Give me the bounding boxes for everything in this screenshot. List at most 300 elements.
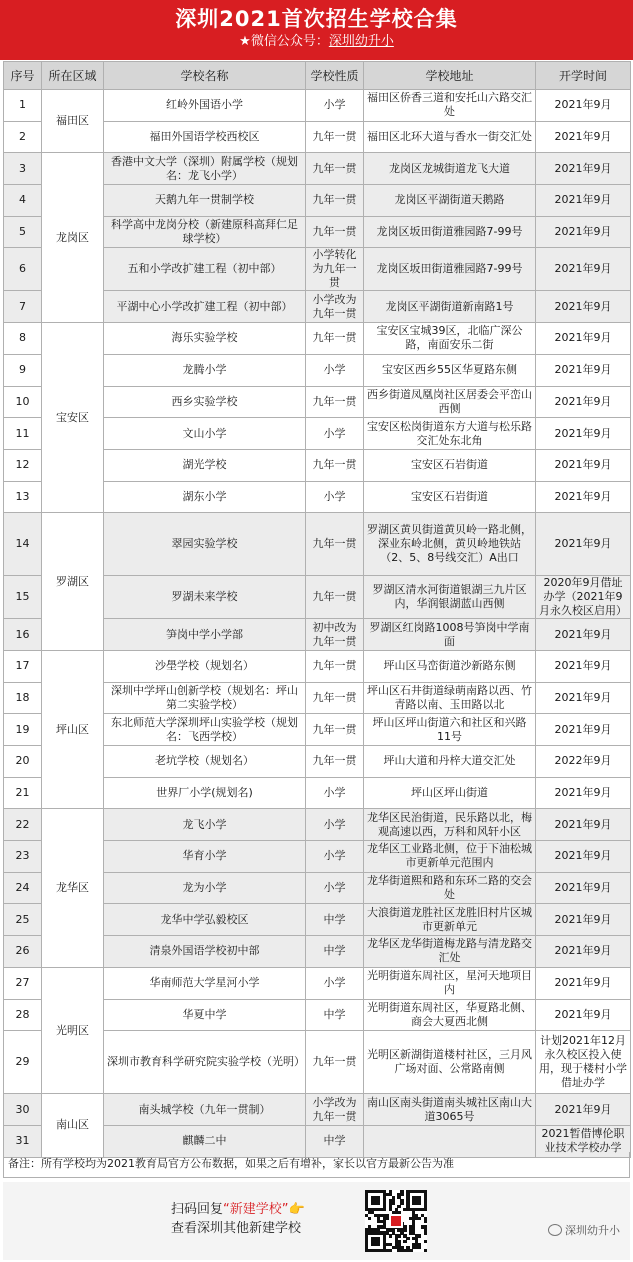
qr-module — [415, 1246, 418, 1249]
qr-module — [374, 1249, 377, 1252]
qr-module — [395, 1208, 398, 1211]
school-address: 罗湖区黄贝街道黄贝岭一路北侧，深业东岭北侧，黄贝岭地铁站（2、5、8号线交汇）A出口 — [364, 513, 536, 576]
qr-module — [371, 1202, 374, 1205]
qr-module — [365, 1234, 368, 1237]
school-type: 九年一贯 — [306, 682, 364, 714]
qr-module — [412, 1237, 415, 1240]
row-number: 18 — [4, 682, 42, 714]
qr-module — [412, 1228, 415, 1231]
qr-module — [365, 1237, 368, 1240]
school-address: 福田区侨香三道和安托山六路交汇处 — [364, 90, 536, 122]
qr-module — [397, 1196, 400, 1199]
qr-module — [424, 1196, 427, 1199]
qr-module — [406, 1246, 409, 1249]
school-address: 宝安区石岩街道 — [364, 481, 536, 513]
school-address: 光明街道东周社区，星河天地项目内 — [364, 967, 536, 999]
brand-watermark — [548, 1222, 620, 1238]
school-address: 龙华区工业路北侧，位于下油松城市更新单元范围内 — [364, 841, 536, 873]
col-header-address: 学校地址 — [364, 62, 536, 90]
qr-module — [409, 1249, 412, 1252]
qr-module — [371, 1249, 374, 1252]
qr-module — [403, 1249, 406, 1252]
qr-module — [412, 1202, 415, 1205]
school-address: 坪山区马峦街道沙新路东侧 — [364, 650, 536, 682]
school-type: 小学 — [306, 481, 364, 513]
row-number: 9 — [4, 354, 42, 386]
opening-time: 2020年9月借址办学（2021年9月永久校区启用） — [536, 576, 631, 619]
qr-module — [424, 1190, 427, 1193]
subtitle-prefix: 微信公众号： — [250, 34, 329, 49]
brand-name: 深圳幼升小 — [565, 1224, 620, 1237]
qr-module — [389, 1199, 392, 1202]
qr-module — [374, 1228, 377, 1231]
school-name: 麒麟二中 — [104, 1125, 306, 1157]
school-name: 南头城学校（九年一贯制） — [104, 1094, 306, 1126]
qr-module — [377, 1199, 380, 1202]
reply-keyword: “新建学校” — [223, 1202, 289, 1217]
school-type: 小学 — [306, 418, 364, 450]
qr-module — [365, 1249, 368, 1252]
school-name: 深圳中学坪山创新学校（规划名：坪山第二实验学校） — [104, 682, 306, 714]
qr-module — [383, 1222, 386, 1225]
qr-module — [389, 1205, 392, 1208]
qr-module — [368, 1217, 371, 1220]
school-type: 小学 — [306, 354, 364, 386]
qr-module — [397, 1249, 400, 1252]
school-type: 九年一贯 — [306, 746, 364, 778]
qr-module — [415, 1217, 418, 1220]
qr-module — [403, 1234, 406, 1237]
school-address: 宝安区松岗街道东方大道与松乐路交汇处东北角 — [364, 418, 536, 450]
opening-time: 2021年9月 — [536, 291, 631, 323]
qr-module — [418, 1199, 421, 1202]
qr-module — [400, 1231, 403, 1234]
qr-module — [368, 1211, 371, 1214]
school-type: 小学 — [306, 967, 364, 999]
school-address: 福田区北环大道与香水一街交汇处 — [364, 121, 536, 153]
qr-module — [412, 1243, 415, 1246]
qr-module — [371, 1237, 374, 1240]
school-address: 光明区新湖街道楼村社区，三月风广场对面、公常路南侧 — [364, 1031, 536, 1094]
school-type: 中学 — [306, 1125, 364, 1157]
reply-instruction — [171, 1200, 305, 1238]
qr-module — [409, 1228, 412, 1231]
qr-module — [395, 1240, 398, 1243]
qr-module — [424, 1240, 427, 1243]
qr-module — [368, 1231, 371, 1234]
school-name: 华夏中学 — [104, 999, 306, 1031]
school-type: 小学改为九年一贯 — [306, 1094, 364, 1126]
school-name: 清泉外国语学校初中部 — [104, 936, 306, 968]
region-cell: 罗湖区 — [42, 513, 104, 651]
qr-module — [409, 1225, 412, 1228]
school-address: 罗湖区清水河街道银湖三九片区内，华润银湖蓝山西侧 — [364, 576, 536, 619]
qr-module — [383, 1237, 386, 1240]
row-number: 21 — [4, 777, 42, 809]
qr-module — [386, 1193, 389, 1196]
row-number: 28 — [4, 999, 42, 1031]
school-type: 小学转化为九年一贯 — [306, 248, 364, 291]
table-row — [4, 323, 631, 355]
qr-module — [380, 1190, 383, 1193]
qr-module — [406, 1249, 409, 1252]
col-header-type: 学校性质 — [306, 62, 364, 90]
qr-module — [406, 1196, 409, 1199]
opening-time: 2021年9月 — [536, 936, 631, 968]
qr-module — [415, 1237, 418, 1240]
qr-module — [383, 1196, 386, 1199]
qr-module — [403, 1208, 406, 1211]
school-address: 龙岗区坂田街道雅园路7-99号 — [364, 216, 536, 248]
table-row — [4, 809, 631, 841]
qr-module — [406, 1190, 409, 1193]
qr-module — [371, 1211, 374, 1214]
qr-code[interactable] — [365, 1190, 427, 1252]
school-type: 九年一贯 — [306, 323, 364, 355]
qr-module — [377, 1220, 380, 1223]
qr-module — [365, 1202, 368, 1205]
school-name: 笋岗中学小学部 — [104, 619, 306, 651]
qr-module — [386, 1231, 389, 1234]
school-address: 宝安区宝城39区，北临广深公路，南面安乐二街 — [364, 323, 536, 355]
school-type: 小学改为九年一贯 — [306, 291, 364, 323]
row-number: 16 — [4, 619, 42, 651]
qr-module — [400, 1193, 403, 1196]
row-number: 11 — [4, 418, 42, 450]
qr-module — [418, 1217, 421, 1220]
qr-module — [403, 1240, 406, 1243]
qr-module — [412, 1199, 415, 1202]
row-number: 17 — [4, 650, 42, 682]
qr-module — [377, 1214, 380, 1217]
qr-module — [377, 1217, 380, 1220]
page-title: 深圳2021首次招生学校合集 — [175, 7, 458, 31]
qr-module — [383, 1246, 386, 1249]
qr-module — [383, 1220, 386, 1223]
qr-module — [368, 1228, 371, 1231]
qr-module — [389, 1202, 392, 1205]
school-name: 龙飞小学 — [104, 809, 306, 841]
qr-module — [412, 1214, 415, 1217]
qr-module — [424, 1249, 427, 1252]
col-header-region: 所在区域 — [42, 62, 104, 90]
region-cell: 龙华区 — [42, 809, 104, 967]
qr-module — [374, 1190, 377, 1193]
qr-module — [377, 1202, 380, 1205]
qr-module — [403, 1225, 406, 1228]
qr-module — [415, 1243, 418, 1246]
school-type: 初中改为九年一贯 — [306, 619, 364, 651]
school-address: 坪山大道和丹梓大道交汇处 — [364, 746, 536, 778]
school-address: 龙华区民治街道，民乐路以北，梅观高速以西，万科和风轩小区 — [364, 809, 536, 841]
school-address: 龙华区龙华街道梅龙路与清龙路交汇处 — [364, 936, 536, 968]
qr-module — [400, 1190, 403, 1193]
school-name: 沙壆学校（规划名） — [104, 650, 306, 682]
qr-module — [383, 1231, 386, 1234]
qr-module — [389, 1193, 392, 1196]
qr-module — [371, 1231, 374, 1234]
qr-module — [371, 1228, 374, 1231]
qr-module — [406, 1193, 409, 1196]
qr-module — [386, 1228, 389, 1231]
school-name: 平湖中心小学改扩建工程（初中部） — [104, 291, 306, 323]
qr-module — [368, 1249, 371, 1252]
opening-time: 2021年9月 — [536, 999, 631, 1031]
opening-time: 2021年9月 — [536, 153, 631, 185]
qr-module — [400, 1246, 403, 1249]
school-address: 龙华街道熙和路和东环二路的交会处 — [364, 872, 536, 904]
qr-module — [383, 1205, 386, 1208]
col-header-open: 开学时间 — [536, 62, 631, 90]
qr-module — [424, 1220, 427, 1223]
qr-module — [412, 1196, 415, 1199]
qr-module — [371, 1243, 374, 1246]
qr-module — [380, 1225, 383, 1228]
qr-module — [418, 1202, 421, 1205]
qr-logo-icon — [389, 1214, 403, 1228]
table-header-row — [4, 62, 631, 90]
table-row — [4, 967, 631, 999]
qr-module — [374, 1208, 377, 1211]
reply-line-2: 查看深圳其他新建学校 — [171, 1221, 302, 1236]
qr-module — [386, 1243, 389, 1246]
qr-module — [389, 1228, 392, 1231]
qr-module — [397, 1246, 400, 1249]
school-name: 罗湖未来学校 — [104, 576, 306, 619]
qr-module — [418, 1246, 421, 1249]
school-type: 中学 — [306, 904, 364, 936]
school-address: 龙岗区平湖街道新南路1号 — [364, 291, 536, 323]
qr-module — [397, 1240, 400, 1243]
row-number: 1 — [4, 90, 42, 122]
school-type: 小学 — [306, 841, 364, 873]
qr-module — [418, 1243, 421, 1246]
row-number: 15 — [4, 576, 42, 619]
qr-module — [374, 1202, 377, 1205]
school-name: 文山小学 — [104, 418, 306, 450]
wechat-icon — [548, 1224, 562, 1236]
region-cell: 坪山区 — [42, 650, 104, 808]
school-type: 九年一贯 — [306, 650, 364, 682]
qr-module — [371, 1199, 374, 1202]
school-name: 海乐实验学校 — [104, 323, 306, 355]
qr-module — [412, 1246, 415, 1249]
qr-module — [418, 1190, 421, 1193]
qr-module — [380, 1214, 383, 1217]
schools-table — [3, 61, 631, 1158]
table-row — [4, 650, 631, 682]
qr-module — [424, 1225, 427, 1228]
school-name: 华育小学 — [104, 841, 306, 873]
school-address: 坪山区石井街道绿萌南路以西、竹青路以南、玉田路以北 — [364, 682, 536, 714]
row-number: 8 — [4, 323, 42, 355]
row-number: 13 — [4, 481, 42, 513]
school-type: 小学 — [306, 872, 364, 904]
qr-module — [400, 1249, 403, 1252]
qr-module — [409, 1208, 412, 1211]
qr-module — [377, 1225, 380, 1228]
table-body — [4, 90, 631, 1158]
opening-time: 2021年9月 — [536, 90, 631, 122]
row-number: 20 — [4, 746, 42, 778]
qr-module — [392, 1246, 395, 1249]
qr-module — [371, 1196, 374, 1199]
qr-module — [415, 1199, 418, 1202]
qr-module — [383, 1199, 386, 1202]
qr-module — [365, 1246, 368, 1249]
qr-module — [365, 1196, 368, 1199]
row-number: 2 — [4, 121, 42, 153]
qr-module — [397, 1228, 400, 1231]
qr-module — [395, 1243, 398, 1246]
qr-module — [365, 1214, 368, 1217]
qr-module — [406, 1205, 409, 1208]
opening-time: 2021年9月 — [536, 619, 631, 651]
opening-time: 2021年9月 — [536, 449, 631, 481]
qr-module — [380, 1220, 383, 1223]
qr-module — [377, 1208, 380, 1211]
qr-module — [412, 1208, 415, 1211]
qr-module — [365, 1208, 368, 1211]
qr-module — [383, 1217, 386, 1220]
qr-module — [368, 1208, 371, 1211]
school-type: 九年一贯 — [306, 185, 364, 217]
qr-module — [392, 1199, 395, 1202]
opening-time: 2021年9月 — [536, 513, 631, 576]
opening-time: 2021年9月 — [536, 809, 631, 841]
region-cell: 福田区 — [42, 90, 104, 153]
qr-module — [365, 1190, 368, 1193]
school-name: 龙腾小学 — [104, 354, 306, 386]
qr-module — [383, 1234, 386, 1237]
qr-module — [412, 1231, 415, 1234]
school-name: 西乡实验学校 — [104, 386, 306, 418]
qr-module — [365, 1240, 368, 1243]
qr-module — [389, 1208, 392, 1211]
page-subtitle — [0, 32, 633, 52]
qr-module — [383, 1190, 386, 1193]
opening-time: 2021年9月 — [536, 777, 631, 809]
opening-time: 2021年9月 — [536, 185, 631, 217]
school-address: 坪山区坪山街道 — [364, 777, 536, 809]
school-type: 九年一贯 — [306, 216, 364, 248]
qr-module — [389, 1249, 392, 1252]
qr-module — [392, 1196, 395, 1199]
qr-module — [415, 1214, 418, 1217]
school-name: 龙华中学弘毅校区 — [104, 904, 306, 936]
qr-module — [412, 1222, 415, 1225]
school-name: 湖东小学 — [104, 481, 306, 513]
qr-module — [389, 1243, 392, 1246]
school-name: 福田外国语学校西校区 — [104, 121, 306, 153]
row-number: 29 — [4, 1031, 42, 1094]
school-address: 南山区南头街道南头城社区南山大道3065号 — [364, 1094, 536, 1126]
table-row — [4, 90, 631, 122]
qr-module — [424, 1228, 427, 1231]
reply-prefix: 扫码回复 — [171, 1202, 224, 1217]
row-number: 23 — [4, 841, 42, 873]
opening-time: 2021年9月 — [536, 248, 631, 291]
opening-time: 2021年9月 — [536, 481, 631, 513]
qr-module — [368, 1190, 371, 1193]
school-name: 龙为小学 — [104, 872, 306, 904]
qr-module — [424, 1217, 427, 1220]
qr-module — [392, 1228, 395, 1231]
qr-module — [406, 1202, 409, 1205]
qr-module — [400, 1228, 403, 1231]
school-name: 世界厂小学(规划名) — [104, 777, 306, 809]
qr-module — [403, 1228, 406, 1231]
school-type: 小学 — [306, 809, 364, 841]
opening-time: 2021年9月 — [536, 682, 631, 714]
qr-module — [397, 1205, 400, 1208]
qr-module — [418, 1234, 421, 1237]
qr-module — [383, 1240, 386, 1243]
row-number: 12 — [4, 449, 42, 481]
pointing-hand-icon: 👉 — [288, 1202, 305, 1217]
qr-module — [421, 1214, 424, 1217]
school-address: 大浪街道龙胜社区龙胜旧村片区城市更新单元 — [364, 904, 536, 936]
qr-module — [424, 1231, 427, 1234]
row-number: 31 — [4, 1125, 42, 1157]
opening-time: 2021年9月 — [536, 121, 631, 153]
qr-module — [400, 1202, 403, 1205]
opening-time: 计划2021年12月永久校区投入使用，现于楼村小学借址办学 — [536, 1031, 631, 1094]
table-row — [4, 153, 631, 185]
qr-module — [412, 1225, 415, 1228]
qr-module — [371, 1208, 374, 1211]
qr-module — [397, 1234, 400, 1237]
school-name: 天鹅九年一贯制学校 — [104, 185, 306, 217]
qr-module — [383, 1249, 386, 1252]
qr-module — [400, 1199, 403, 1202]
row-number: 6 — [4, 248, 42, 291]
school-name: 红岭外国语小学 — [104, 90, 306, 122]
opening-time: 2021暂借博伦职业技术学校办学 — [536, 1125, 631, 1157]
school-type: 九年一贯 — [306, 153, 364, 185]
qr-module — [395, 1237, 398, 1240]
school-type: 九年一贯 — [306, 121, 364, 153]
qr-module — [415, 1240, 418, 1243]
qr-module — [424, 1205, 427, 1208]
qr-module — [368, 1225, 371, 1228]
footnote: 备注：所有学校均为2021教育局官方公布数据，如果之后有增补，家长以官方最新公告为准 — [3, 1152, 630, 1178]
school-name: 深圳市教育科学研究院实验学校（光明） — [104, 1031, 306, 1094]
qr-module — [415, 1196, 418, 1199]
qr-module — [389, 1234, 392, 1237]
qr-module — [377, 1243, 380, 1246]
qr-module — [392, 1202, 395, 1205]
opening-time: 2021年9月 — [536, 418, 631, 450]
school-type: 九年一贯 — [306, 449, 364, 481]
school-type: 九年一贯 — [306, 386, 364, 418]
qr-module — [380, 1249, 383, 1252]
opening-time: 2021年9月 — [536, 323, 631, 355]
school-name: 香港中文大学（深圳）附属学校（规划名：龙飞小学） — [104, 153, 306, 185]
school-name: 老坑学校（规划名） — [104, 746, 306, 778]
qr-module — [418, 1208, 421, 1211]
qr-module — [412, 1217, 415, 1220]
opening-time: 2021年9月 — [536, 841, 631, 873]
qr-module — [380, 1208, 383, 1211]
qr-module — [377, 1237, 380, 1240]
school-address: 罗湖区红岗路1008号笋岗中学南面 — [364, 619, 536, 651]
school-address: 龙岗区坂田街道雅园路7-99号 — [364, 248, 536, 291]
qr-module — [374, 1240, 377, 1243]
opening-time: 2022年9月 — [536, 746, 631, 778]
school-type: 中学 — [306, 936, 364, 968]
col-header-no: 序号 — [4, 62, 42, 90]
